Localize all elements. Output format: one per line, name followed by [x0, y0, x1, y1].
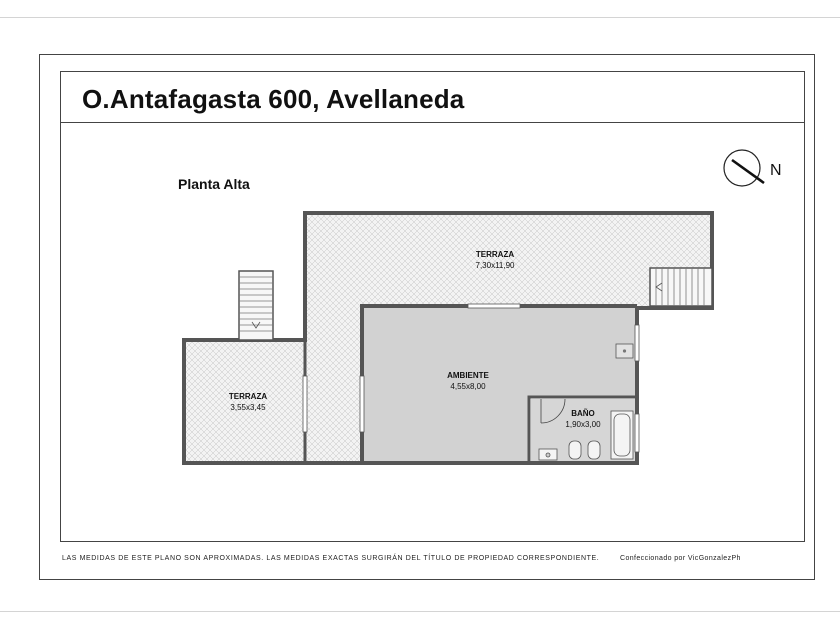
terrace-large-dims: 7,30x11,90 — [475, 261, 515, 270]
bano-dims: 1,90x3,00 — [565, 420, 601, 429]
floor-label: Planta Alta — [178, 176, 250, 192]
window-bath — [635, 414, 639, 452]
stair-left — [239, 271, 273, 340]
terrace-small-name: TERRAZA — [228, 392, 268, 401]
window-right — [635, 325, 639, 361]
north-label: N — [770, 162, 782, 179]
terrace-large-name: TERRAZA — [475, 250, 515, 259]
window-terrace — [303, 376, 307, 432]
ambiente-dims: 4,55x8,00 — [450, 382, 486, 391]
window-top — [468, 304, 520, 308]
terrace-small-dims: 3,55x3,45 — [230, 403, 266, 412]
stair-right — [650, 268, 712, 306]
ambiente-name: AMBIENTE — [447, 371, 489, 380]
window-left — [360, 376, 364, 432]
credit-note: Confeccionado por VicGonzalezPh — [620, 555, 741, 562]
bottom-divider — [0, 611, 840, 612]
plan-title: O.Antafagasta 600, Avellaneda — [82, 84, 465, 114]
bano-name: BAÑO — [571, 409, 595, 418]
disclaimer-note: LAS MEDIDAS DE ESTE PLANO SON APROXIMADAS. LAS MEDIDAS EXACTAS SURGIRÁN DEL TÍTULO DE PROPIEDAD CORRESPONDIENTE. — [62, 555, 600, 562]
